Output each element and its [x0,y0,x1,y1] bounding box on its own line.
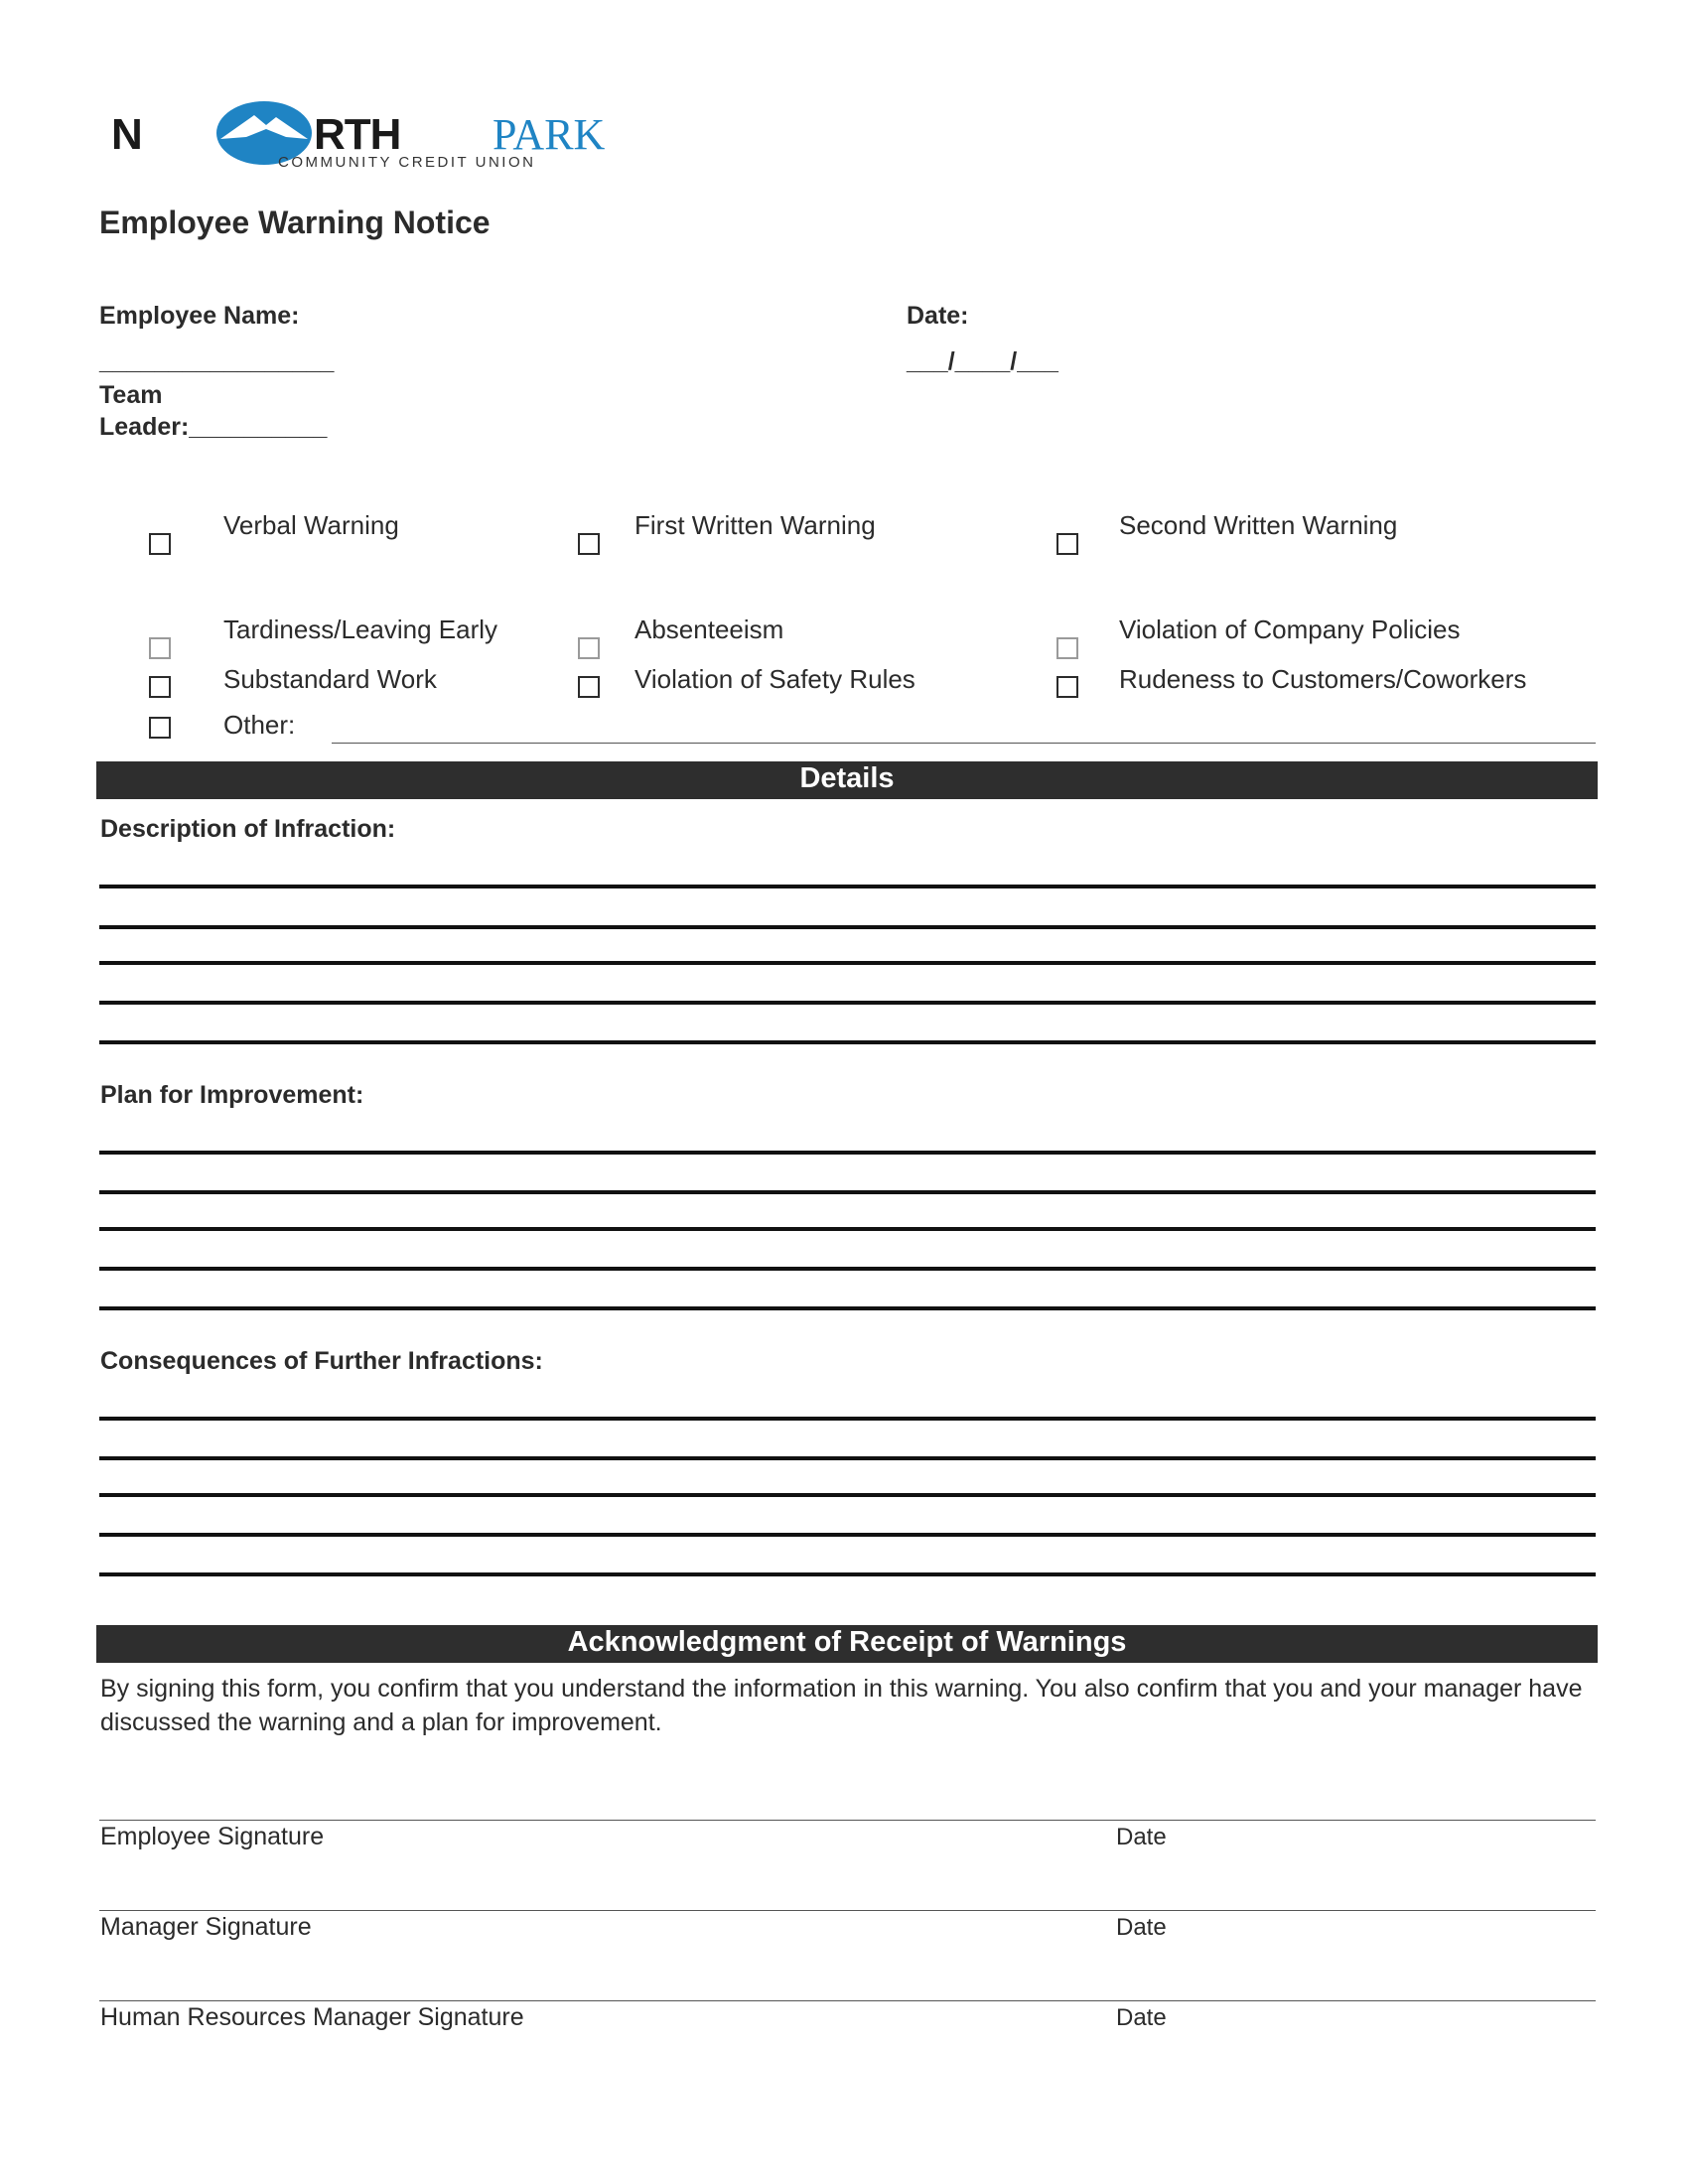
substandard-work-checkbox[interactable] [149,676,171,698]
first-written-warning-checkbox[interactable] [578,533,600,555]
employee-signature-line[interactable] [99,1820,1596,1821]
description-line[interactable] [99,1040,1596,1044]
manager-signature-line[interactable] [99,1910,1596,1911]
description-line[interactable] [99,925,1596,929]
logo-tagline: COMMUNITY CREDIT UNION [278,154,536,171]
consequences-line[interactable] [99,1533,1596,1537]
tardiness-checkbox[interactable] [149,637,171,659]
logo-letter-n: N [111,110,142,159]
consequences-line[interactable] [99,1456,1596,1460]
description-line[interactable] [99,885,1596,888]
second-written-warning-checkbox[interactable] [1056,533,1078,555]
absenteeism-checkbox[interactable] [578,637,600,659]
safety-rules-checkbox[interactable] [578,676,600,698]
team-leader-label: Team [99,381,163,409]
employee-name-field[interactable]: _________________ [99,347,335,375]
manager-signature-date-label: Date [1116,1914,1167,1941]
other-label: Other: [223,710,296,740]
other-input-line[interactable] [332,743,1596,744]
hr-signature-line[interactable] [99,2000,1596,2001]
other-checkbox[interactable] [149,717,171,739]
acknowledgment-header: Acknowledgment of Receipt of Warnings [96,1625,1598,1663]
date-field[interactable]: ___/____/___ [907,347,1058,375]
policy-violation-checkbox[interactable] [1056,637,1078,659]
employee-signature-label: Employee Signature [100,1823,325,1850]
date-label: Date: [907,302,969,330]
plan-line[interactable] [99,1306,1596,1310]
consequences-line[interactable] [99,1417,1596,1421]
consequences-line[interactable] [99,1493,1596,1497]
plan-line[interactable] [99,1267,1596,1271]
verbal-warning-label: Verbal Warning [223,510,399,540]
page-title: Employee Warning Notice [99,205,491,240]
acknowledgment-text: By signing this form, you confirm that you understand the information in this warning. You also confirm that you and your manager have discussed the warning and a plan for improvement. [100,1675,1583,1736]
plan-line[interactable] [99,1151,1596,1155]
hr-signature-label: Human Resources Manager Signature [100,2003,524,2031]
employee-signature-date-label: Date [1116,1824,1167,1850]
hr-signature-date-label: Date [1116,2004,1167,2031]
plan-label: Plan for Improvement: [100,1081,364,1109]
plan-line[interactable] [99,1227,1596,1231]
manager-signature-label: Manager Signature [100,1913,312,1941]
logo-graphic [107,99,678,171]
first-written-warning-label: First Written Warning [634,510,876,540]
logo [107,99,678,171]
substandard-work-label: Substandard Work [223,664,437,694]
tardiness-label: Tardiness/Leaving Early [223,614,498,644]
policy-violation-label: Violation of Company Policies [1119,614,1461,644]
employee-name-label: Employee Name: [99,302,300,330]
description-line[interactable] [99,1001,1596,1005]
consequences-line[interactable] [99,1572,1596,1576]
safety-rules-label: Violation of Safety Rules [634,664,915,694]
logo-letters-rth: RTH [314,110,401,159]
logo-park-text: PARK [492,110,606,159]
rudeness-label: Rudeness to Customers/Coworkers [1119,664,1527,694]
second-written-warning-label: Second Written Warning [1119,510,1398,540]
consequences-label: Consequences of Further Infractions: [100,1347,543,1375]
team-leader-field[interactable]: Leader:__________ [99,413,328,441]
absenteeism-label: Absenteeism [634,614,784,644]
description-line[interactable] [99,961,1596,965]
description-label: Description of Infraction: [100,815,396,843]
details-header: Details [96,761,1598,799]
plan-line[interactable] [99,1190,1596,1194]
verbal-warning-checkbox[interactable] [149,533,171,555]
rudeness-checkbox[interactable] [1056,676,1078,698]
